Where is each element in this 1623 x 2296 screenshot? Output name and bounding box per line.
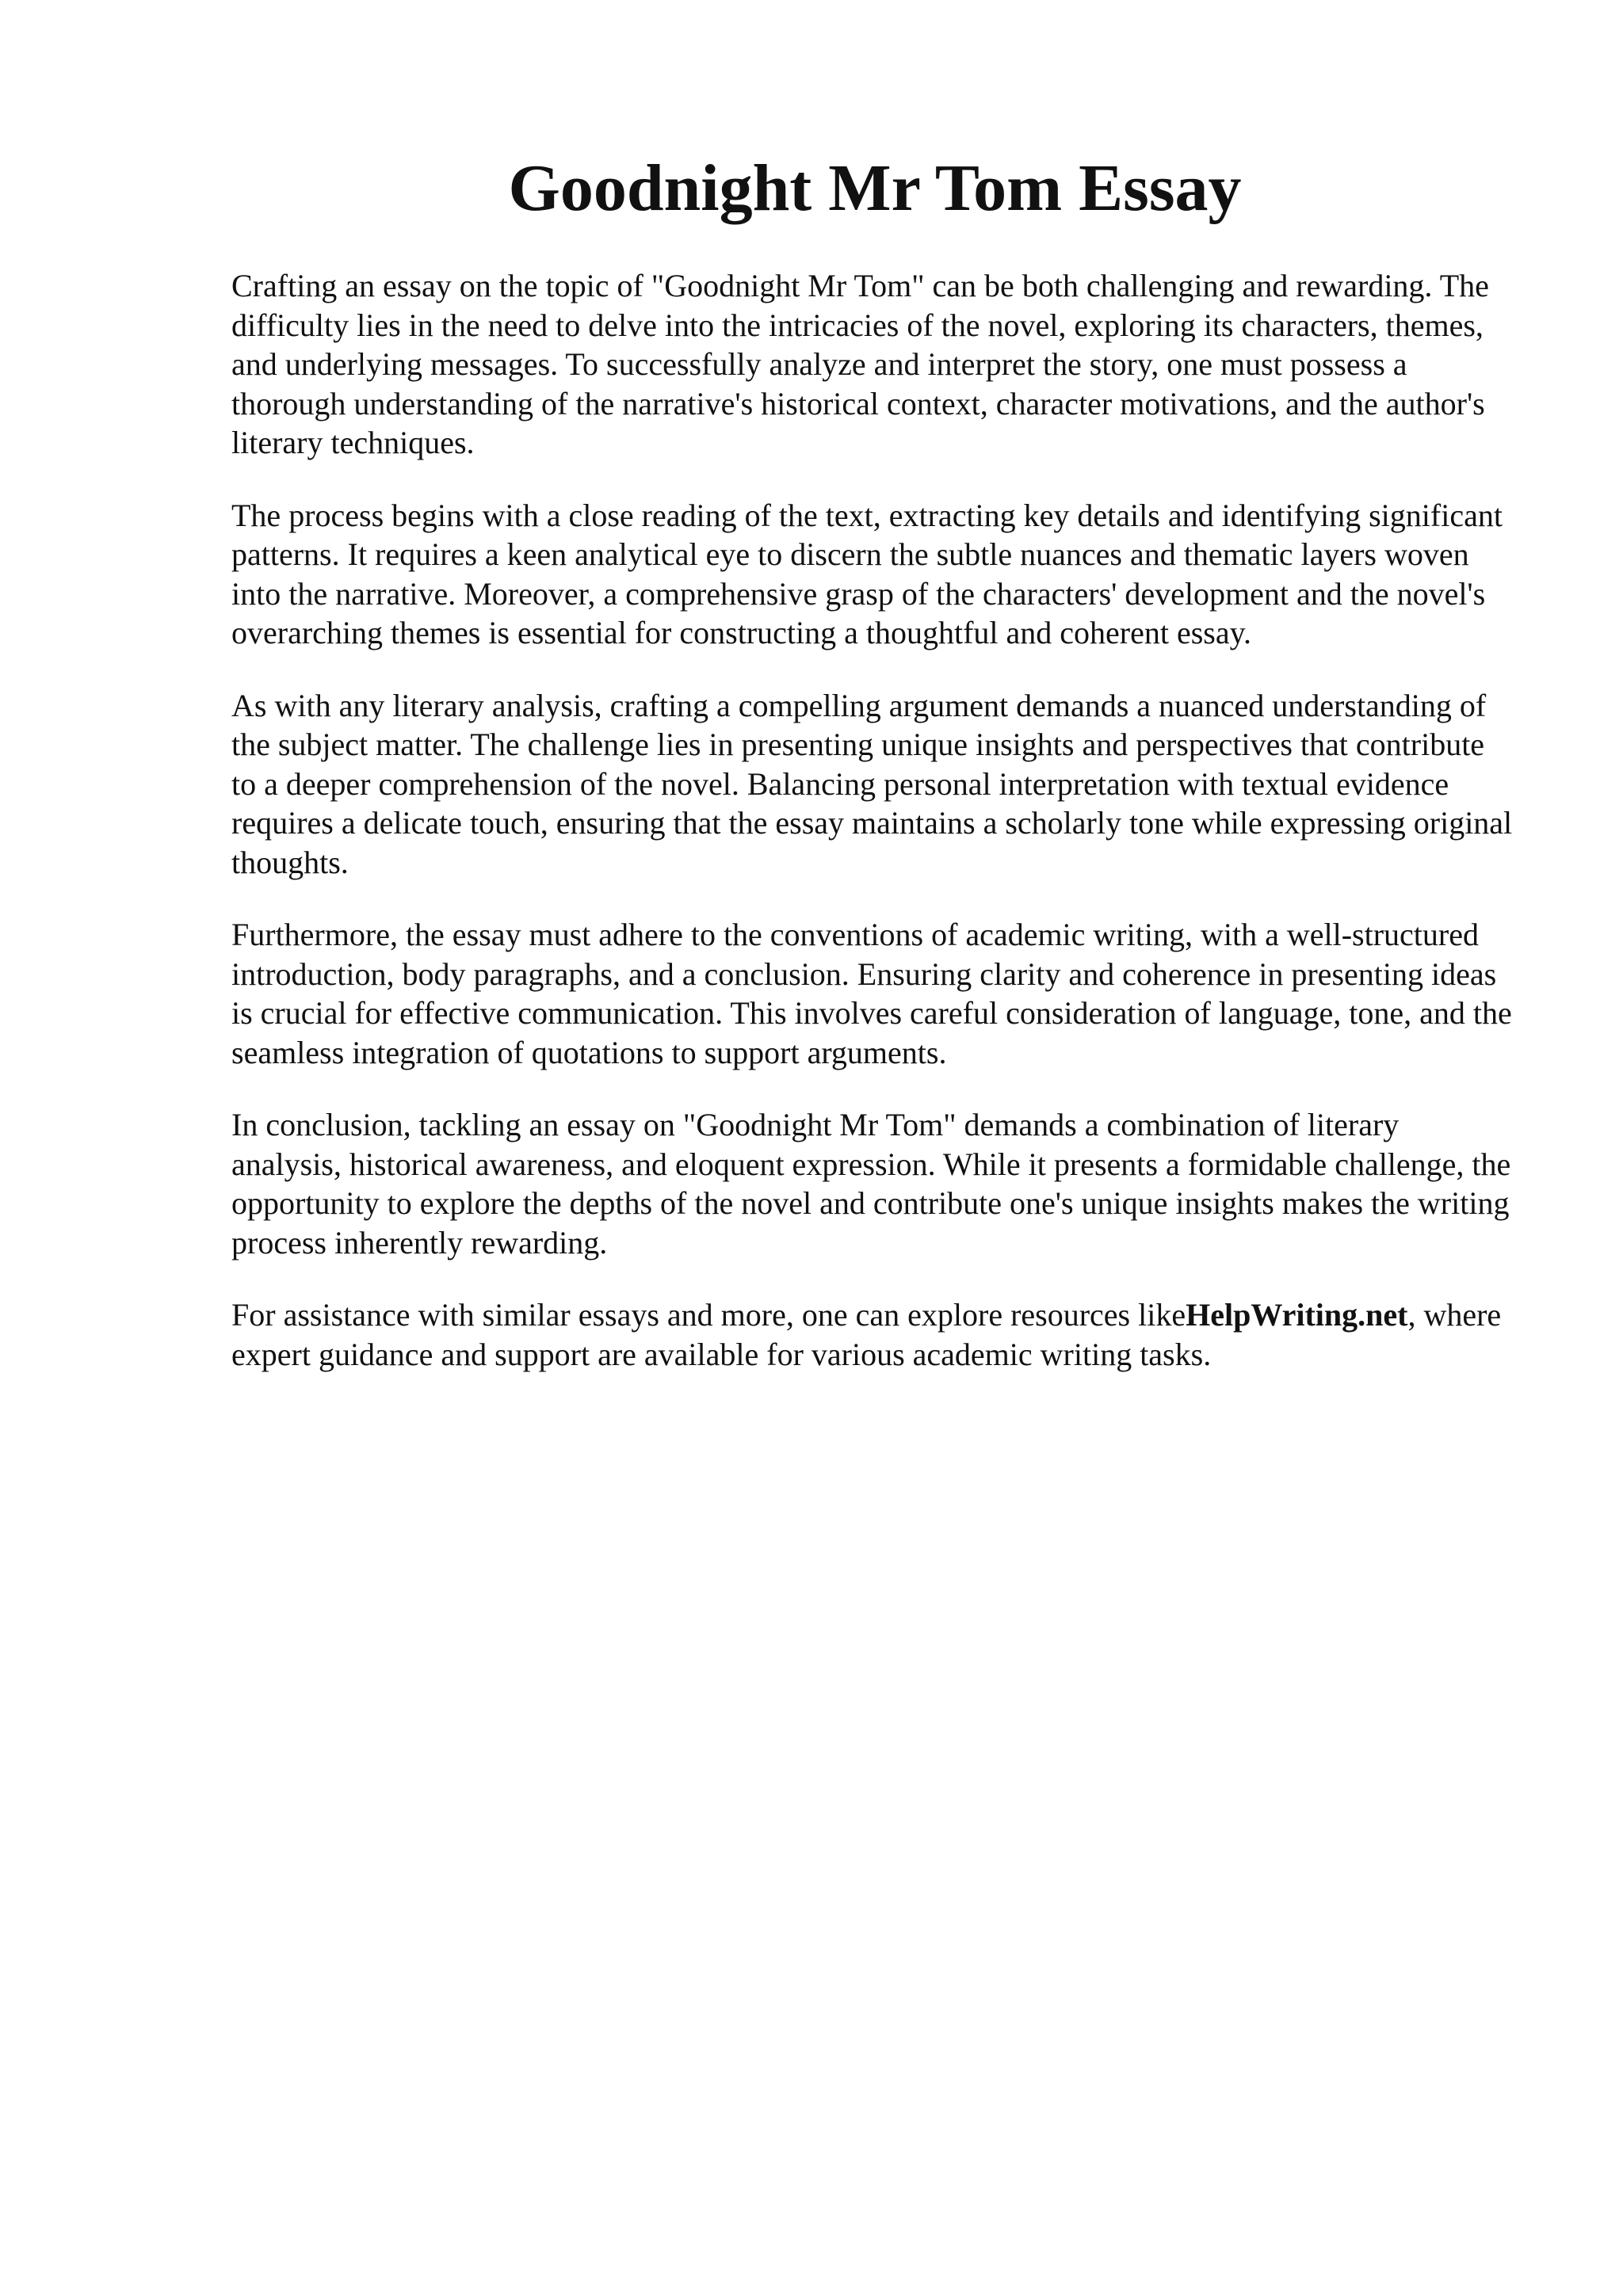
paragraph-5: In conclusion, tackling an essay on "Goodnight Mr Tom" demands a combination of literary analysis, historical awareness, and eloquent expression. While it presents a formidable challenge, the opportunity to explore the depths of the novel and contribute one's unique insights makes the writing process inherently rewarding. bbox=[231, 1107, 1511, 1261]
closing-paragraph bbox=[231, 1295, 1515, 1374]
paragraph-3: As with any literary analysis, crafting a compelling argument demands a nuanced understanding of the subject matter. The challenge lies in presenting unique insights and perspectives that contribute to a deeper comprehension of the novel. Balancing personal interpretation with textual evidence requires a delicate touch, ensuring that the essay maintains a scholarly tone while expressing original thoughts. bbox=[231, 687, 1513, 880]
closing-text-after: , where expert guidance and support are available for various academic writing tasks. bbox=[231, 1297, 1502, 1372]
paragraph-1: Crafting an essay on the topic of "Goodnight Mr Tom" can be both challenging and rewarding. The difficulty lies in the need to delve into the intricacies of the novel, exploring its characters, themes, and underlying messages. To successfully analyze and interpret the story, one must possess a thorough understanding of the narrative's historical context, character motivations, and the author's literary techniques. bbox=[231, 268, 1489, 460]
paragraph-2: The process begins with a close reading of the text, extracting key details and identifying significant patterns. It requires a keen analytical eye to discern the subtle nuances and thematic layers woven into the narrative. Moreover, a comprehensive grasp of the characters' development and the novel's overarching themes is essential for constructing a thoughtful and coherent essay. bbox=[231, 497, 1503, 650]
paragraph-4: Furthermore, the essay must adhere to the conventions of academic writing, with a well-structured introduction, body paragraphs, and a conclusion. Ensuring clarity and coherence in presenting ideas is crucial for effective communication. This involves careful consideration of language, tone, and the seamless integration of quotations to support arguments. bbox=[231, 917, 1512, 1070]
essay-body bbox=[231, 266, 1515, 1407]
closing-text-before: For assistance with similar essays and more, one can explore resources like bbox=[231, 1297, 1186, 1333]
page-title: Goodnight Mr Tom Essay bbox=[508, 151, 1242, 225]
helpwriting-link[interactable]: HelpWriting.net bbox=[1186, 1297, 1408, 1333]
